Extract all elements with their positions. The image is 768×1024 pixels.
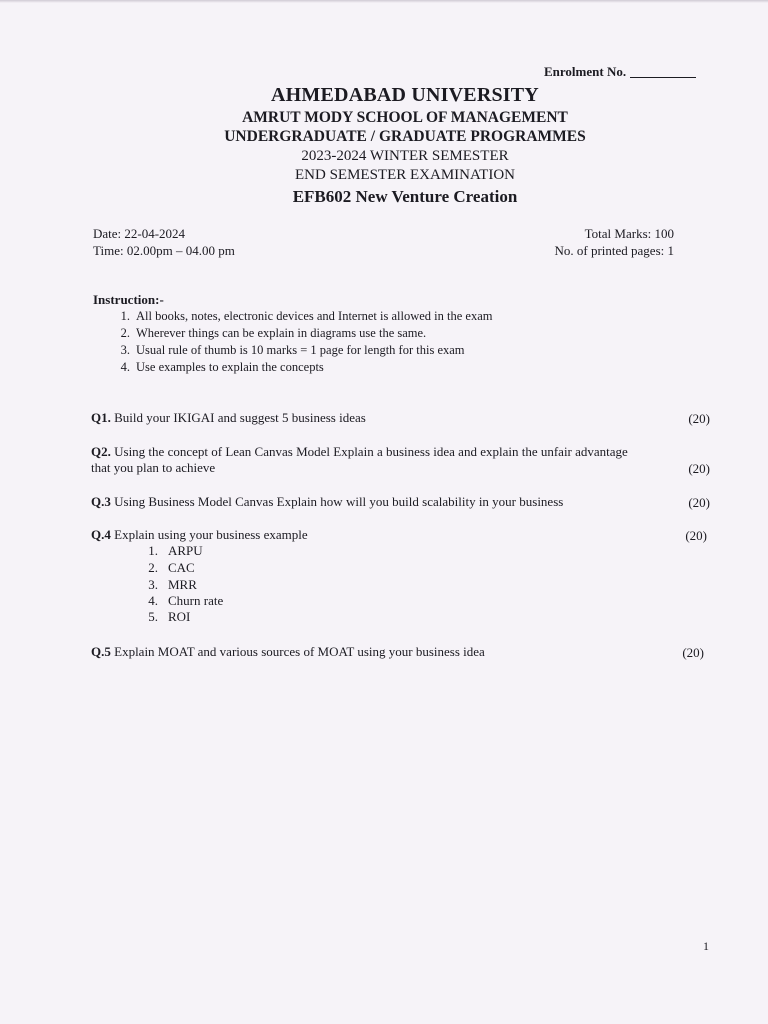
scan-edge-shadow [0, 0, 768, 3]
instruction-number: 3. [120, 343, 130, 357]
instruction-number: 1. [120, 309, 130, 323]
exam-time: Time: 02.00pm – 04.00 pm [93, 243, 235, 258]
question-4-subitem [140, 543, 203, 559]
printed-pages: No. of printed pages: 1 [554, 243, 674, 258]
instruction-number: 2. [120, 326, 130, 340]
question-4-subitem [140, 593, 223, 609]
question-marks: (20) [688, 461, 710, 476]
question-label: Q1. [91, 410, 111, 425]
question-marks: (20) [688, 411, 710, 426]
school-name: AMRUT MODY SCHOOL OF MANAGEMENT [242, 109, 568, 126]
semester-line: 2023-2024 WINTER SEMESTER [301, 148, 509, 164]
question-marks: (20) [688, 495, 710, 510]
subitem-number: 3. [148, 577, 158, 592]
instruction-number: 4. [120, 360, 130, 374]
subitem-number: 5. [148, 609, 158, 624]
subitem-number: 2. [148, 560, 158, 575]
programmes-line: UNDERGRADUATE / GRADUATE PROGRAMMES [224, 128, 586, 145]
question-marks: (20) [682, 645, 704, 660]
subitem-number: 4. [148, 593, 158, 608]
total-marks: Total Marks: 100 [584, 226, 674, 241]
subitem-text: MRR [168, 577, 197, 592]
subitem-text: Churn rate [168, 593, 224, 608]
question-text: Using the concept of Lean Canvas Model Explain a business idea and explain the unfair advantage [110, 444, 628, 459]
question-label: Q.3 [91, 494, 111, 509]
exam-date: Date: 22-04-2024 [93, 226, 186, 241]
question-2 [91, 444, 628, 460]
question-4 [91, 527, 308, 543]
question-4-subitem [140, 577, 197, 593]
enrolment-number-field [544, 64, 696, 80]
question-text: Build your IKIGAI and suggest 5 business ideas [110, 410, 366, 425]
instruction-item [110, 343, 465, 358]
question-3 [91, 494, 563, 510]
page-number: 1 [703, 939, 709, 953]
enrolment-blank-line [630, 77, 696, 78]
question-label: Q.4 [91, 527, 111, 542]
subitem-text: ARPU [168, 543, 203, 558]
instruction-text: Usual rule of thumb is 10 marks = 1 page for length for this exam [136, 343, 465, 357]
subitem-text: ROI [168, 609, 191, 624]
instruction-item [110, 326, 426, 341]
question-1 [91, 410, 366, 426]
instruction-text: Wherever things can be explain in diagrams use the same. [136, 326, 427, 340]
question-4-subitem [140, 609, 190, 625]
instructions-title: Instruction:- [93, 292, 164, 307]
question-2-continued: that you plan to achieve [91, 460, 216, 475]
course-title: EFB602 New Venture Creation [292, 187, 518, 206]
instruction-item [110, 360, 324, 375]
question-5 [91, 644, 485, 660]
instruction-item [110, 309, 493, 324]
exam-line: END SEMESTER EXAMINATION [295, 167, 515, 183]
instruction-text: All books, notes, electronic devices and Internet is allowed in the exam [136, 309, 493, 323]
question-text: Explain MOAT and various sources of MOAT using your business idea [110, 644, 485, 659]
university-name: AHMEDABAD UNIVERSITY [271, 84, 539, 106]
question-text: Explain using your business example [110, 527, 308, 542]
subitem-number: 1. [148, 543, 158, 558]
question-text: Using Business Model Canvas Explain how will you build scalability in your business [110, 494, 564, 509]
subitem-text: CAC [168, 560, 195, 575]
question-label: Q2. [91, 444, 111, 459]
enrolment-label: Enrolment No. [544, 64, 627, 79]
question-label: Q.5 [91, 644, 111, 659]
question-4-subitem [140, 560, 195, 576]
question-marks: (20) [685, 528, 707, 543]
instruction-text: Use examples to explain the concepts [136, 360, 324, 374]
